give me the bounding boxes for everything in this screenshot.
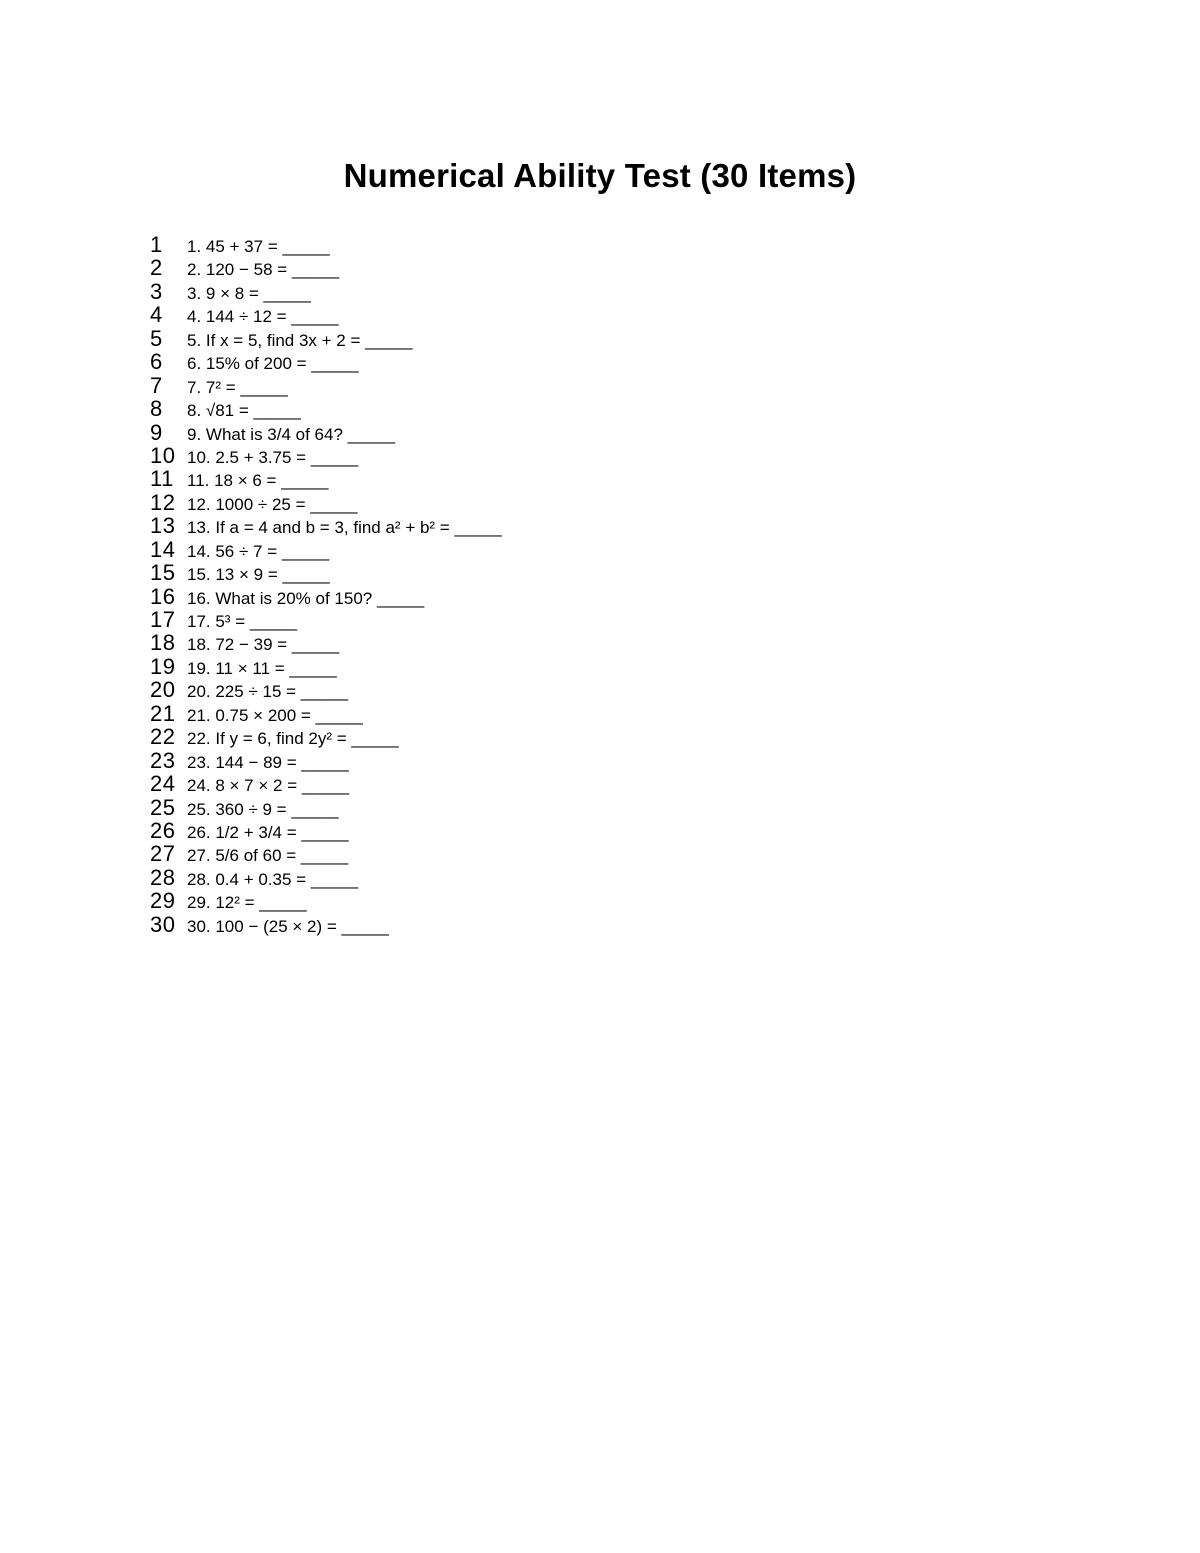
question-text: 24. 8 × 7 × 2 = _____ — [187, 776, 350, 796]
list-item — [150, 819, 502, 842]
question-text: 8. √81 = _____ — [187, 401, 301, 421]
question-text: 1. 45 + 37 = _____ — [187, 237, 330, 256]
list-item — [150, 749, 502, 772]
line-number: 12 — [150, 489, 176, 515]
line-number: 21 — [150, 700, 176, 726]
list-item — [150, 585, 502, 608]
line-number: 19 — [150, 653, 176, 679]
question-text: 11. 18 × 6 = _____ — [187, 471, 329, 491]
question-text: 28. 0.4 + 0.35 = _____ — [187, 869, 359, 889]
list-item — [150, 889, 502, 912]
list-item — [150, 842, 502, 865]
question-text: 27. 5/6 of 60 = _____ — [187, 846, 349, 866]
list-item — [150, 233, 502, 256]
line-number: 4 — [150, 302, 163, 328]
line-number: 25 — [150, 794, 176, 820]
line-number: 10 — [150, 442, 176, 468]
line-number: 7 — [150, 372, 163, 398]
list-item — [150, 444, 502, 467]
list-item — [150, 256, 502, 279]
list-item — [150, 772, 502, 795]
question-text: 12. 1000 ÷ 25 = _____ — [187, 494, 358, 514]
line-number: 14 — [150, 536, 176, 562]
line-number: 20 — [150, 677, 176, 703]
question-text: 14. 56 ÷ 7 = _____ — [187, 541, 330, 561]
question-text: 5. If x = 5, find 3x + 2 = _____ — [187, 330, 413, 350]
question-text: 25. 360 ÷ 9 = _____ — [187, 799, 339, 819]
line-number: 29 — [150, 888, 176, 914]
line-number: 5 — [150, 325, 163, 351]
question-text: 29. 12² = _____ — [187, 893, 307, 913]
line-number: 11 — [150, 466, 174, 492]
page-title: Numerical Ability Test (30 Items) — [343, 157, 857, 194]
question-text: 26. 1/2 + 3/4 = _____ — [187, 822, 349, 842]
list-item — [150, 374, 502, 397]
question-text: 4. 144 ÷ 12 = _____ — [187, 307, 339, 327]
question-text: 20. 225 ÷ 15 = _____ — [187, 682, 349, 702]
line-number: 9 — [150, 419, 163, 445]
question-text: 10. 2.5 + 3.75 = _____ — [187, 447, 359, 467]
list-item — [150, 702, 502, 725]
question-text: 13. If a = 4 and b = 3, find a² + b² = _____ — [187, 518, 502, 538]
line-number: 24 — [150, 771, 176, 797]
line-number: 22 — [150, 724, 176, 750]
question-text: 18. 72 − 39 = _____ — [187, 635, 340, 655]
question-text: 19. 11 × 11 = _____ — [187, 658, 337, 678]
list-item — [150, 655, 502, 678]
line-number: 30 — [150, 911, 176, 937]
question-text: 9. What is 3/4 of 64? _____ — [187, 424, 395, 444]
list-item — [150, 538, 502, 561]
list-item — [150, 467, 502, 490]
question-text: 22. If y = 6, find 2y² = _____ — [187, 729, 399, 749]
line-number: 8 — [150, 396, 163, 422]
line-number: 18 — [150, 630, 176, 656]
question-text: 30. 100 − (25 × 2) = _____ — [187, 916, 389, 936]
list-item — [150, 678, 502, 701]
line-number: 17 — [150, 607, 176, 632]
list-item — [150, 303, 502, 326]
list-item — [150, 514, 502, 537]
list-item — [150, 280, 502, 303]
list-item — [150, 421, 502, 444]
question-text: 6. 15% of 200 = _____ — [187, 354, 359, 374]
question-text: 3. 9 × 8 = _____ — [187, 283, 311, 303]
line-number: 27 — [150, 841, 176, 867]
line-number: 15 — [150, 560, 176, 586]
list-item — [150, 631, 502, 654]
line-number: 1 — [150, 232, 163, 257]
line-number: 6 — [150, 349, 163, 375]
line-number: 26 — [150, 817, 176, 843]
line-number: 2 — [150, 255, 163, 281]
list-item — [150, 397, 502, 420]
list-item — [150, 491, 502, 514]
line-number: 3 — [150, 278, 163, 304]
list-item — [150, 608, 502, 631]
line-number: 16 — [150, 583, 176, 609]
list-item — [150, 866, 502, 889]
list-item — [150, 561, 502, 584]
list-item — [150, 913, 502, 936]
list-item — [150, 327, 502, 350]
list-item — [150, 796, 502, 819]
list-item — [150, 350, 502, 373]
line-number: 23 — [150, 747, 176, 773]
question-text: 15. 13 × 9 = _____ — [187, 565, 330, 585]
question-text: 17. 5³ = _____ — [187, 612, 298, 631]
list-item — [150, 725, 502, 748]
question-text: 23. 144 − 89 = _____ — [187, 752, 349, 772]
question-text: 16. What is 20% of 150? _____ — [187, 588, 425, 608]
question-text: 7. 7² = _____ — [187, 377, 288, 397]
line-number: 28 — [150, 864, 176, 890]
line-number: 13 — [150, 513, 176, 539]
question-text: 2. 120 − 58 = _____ — [187, 260, 340, 280]
question-text: 21. 0.75 × 200 = _____ — [187, 705, 363, 725]
question-list — [150, 233, 502, 936]
